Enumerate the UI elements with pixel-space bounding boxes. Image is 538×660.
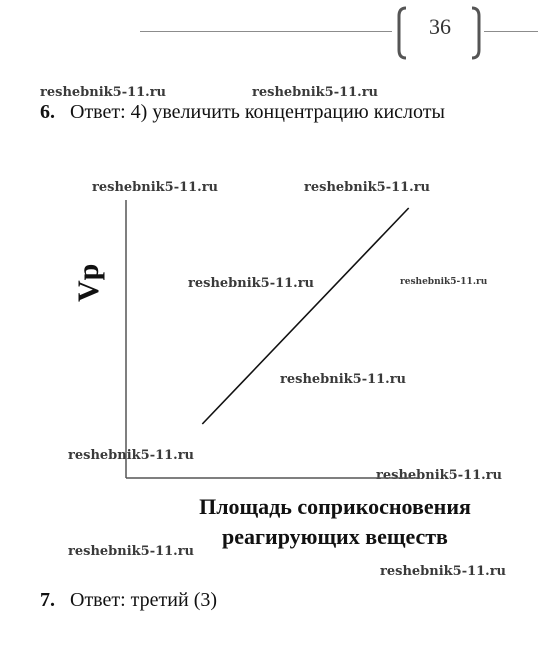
watermark: reshebnik5-11.ru [400,277,488,287]
answer-7 [40,589,217,612]
watermark: reshebnik5-11.ru [40,85,167,100]
watermark: reshebnik5-11.ru [68,448,195,463]
watermark: reshebnik5-11.ru [380,564,507,579]
watermark: reshebnik5-11.ru [92,180,219,195]
watermark: reshebnik5-11.ru [304,180,431,195]
x-axis-label-line2: реагирующих веществ [222,524,448,549]
x-axis-label-line1: Площадь соприкосновения [199,494,471,519]
answer-7-number: 7. [40,589,55,611]
watermark: reshebnik5-11.ru [68,544,195,559]
answer-6-number: 6. [40,101,55,123]
answer-6-text: Ответ: 4) увеличить концентрацию кислоты [70,101,445,123]
y-axis-label: Vp [72,263,105,302]
watermark: reshebnik5-11.ru [252,85,379,100]
rate-line [202,208,408,424]
page-number: 36 [429,14,451,39]
watermark: reshebnik5-11.ru [376,468,503,483]
watermark: reshebnik5-11.ru [188,276,315,291]
answer-7-text: Ответ: третий (3) [70,589,218,611]
watermark: reshebnik5-11.ru [280,372,407,387]
x-axis-label [150,492,520,552]
